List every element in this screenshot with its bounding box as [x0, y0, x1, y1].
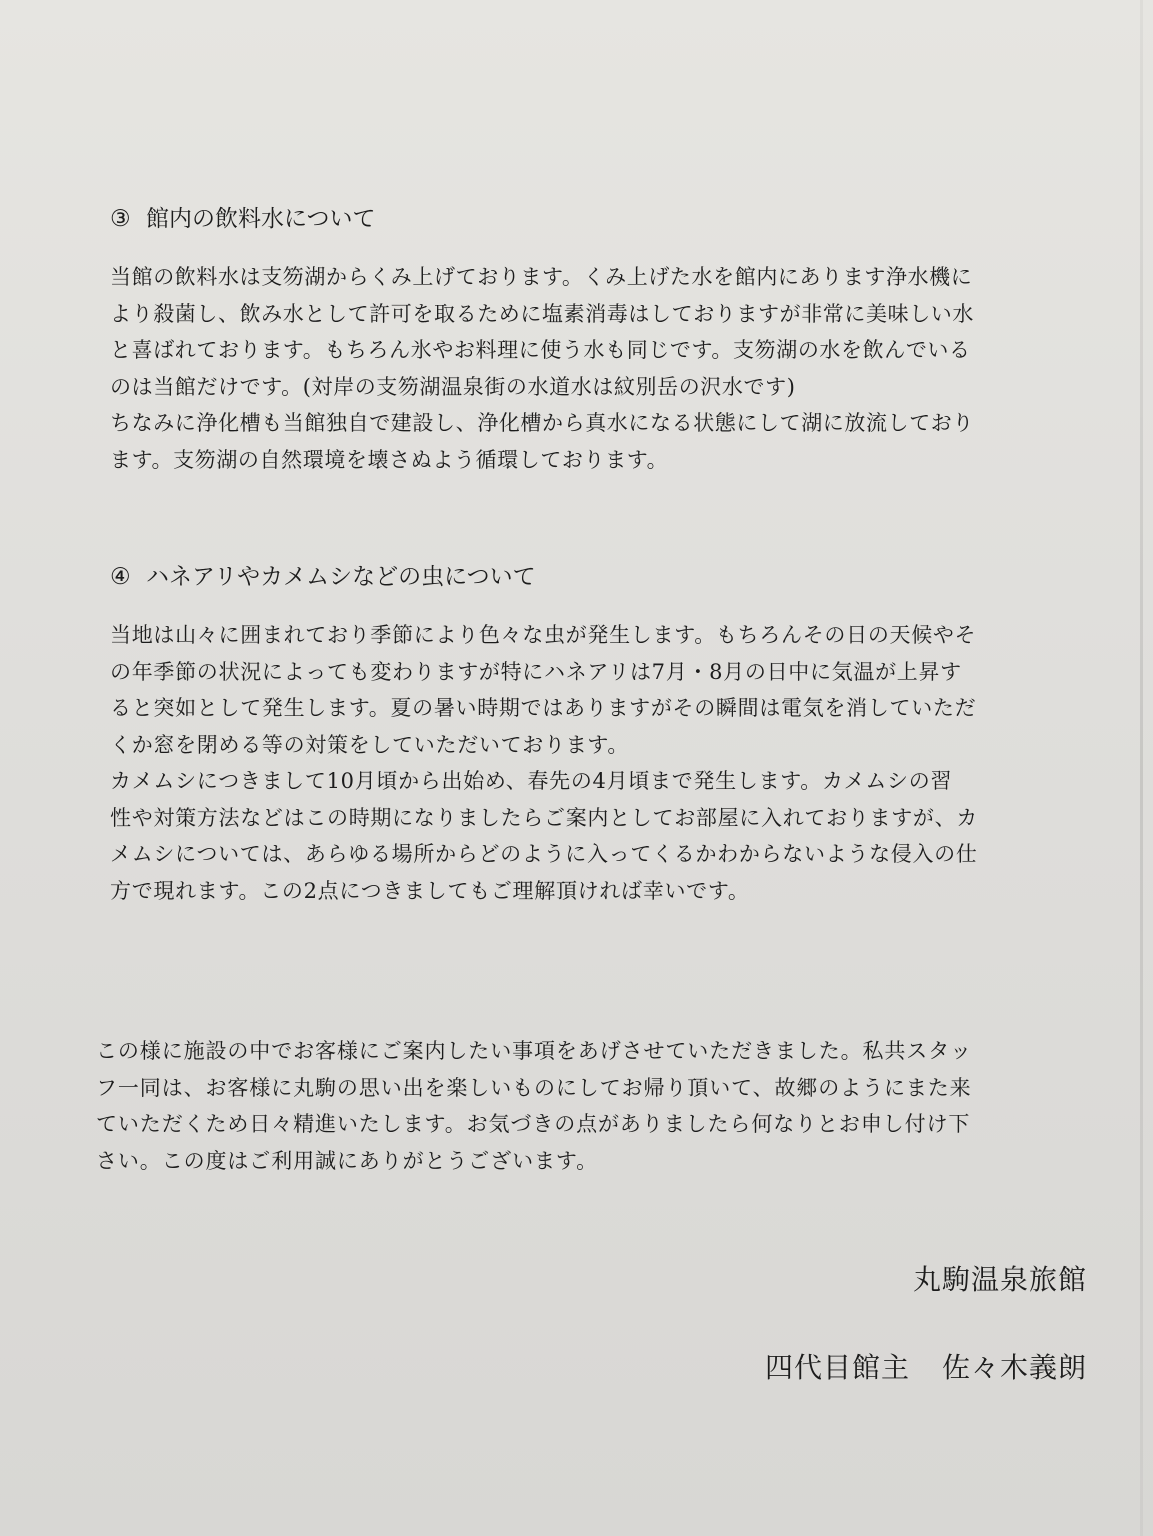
section-body	[110, 259, 1110, 478]
section-insects	[110, 561, 1110, 909]
section-number: ③	[110, 206, 131, 232]
text-line: ると突如として発生します。夏の暑い時期ではありますがその瞬間は電気を消していただ	[110, 696, 977, 720]
section-title: 館内の飲料水について	[146, 206, 376, 232]
section-number: ④	[110, 564, 131, 590]
signature-owner	[765, 1350, 1087, 1386]
text-line: カメムシにつきまして10月頃から出始め、春先の4月頃まで発生します。カメムシの習	[110, 769, 953, 793]
section-drinking-water	[110, 203, 1110, 478]
text-line: ていただくため日々精進いたします。お気づきの点がありましたら何なりとお申し付け下	[96, 1112, 971, 1136]
closing-paragraph	[96, 1033, 1096, 1179]
text-line: この様に施設の中でお客様にご案内したい事項をあげさせていただきました。私共スタッ	[96, 1039, 972, 1063]
section-title: ハネアリやカメムシなどの虫について	[146, 564, 536, 590]
section-heading	[110, 203, 1110, 235]
text-line: メムシについては、あらゆる場所からどのように入ってくるかわからないような侵入の仕	[110, 842, 978, 866]
text-line: ます。支笏湖の自然環境を壊さぬよう循環しております。	[110, 447, 669, 472]
signature-name: 佐々木義朗	[941, 1351, 1087, 1384]
text-line: ちなみに浄化槽も当館独自で建設し、浄化槽から真水になる状態にして湖に放流しており	[110, 411, 974, 435]
text-line: くか窓を閉める等の対策をしていただいております。	[110, 732, 630, 757]
signature-organization: 丸駒温泉旅館	[912, 1263, 1087, 1296]
text-line: の年季節の状況によっても変わりますが特にハネアリは7月・8月の日中に気温が上昇す	[110, 659, 962, 684]
text-line: より殺菌し、飲み水として許可を取るために塩素消毒はしておりますが非常に美味しい水	[110, 301, 974, 326]
text-line: さい。この度はご利用誠にありがとうございます。	[96, 1148, 599, 1173]
text-line: のは当館だけです。(対岸の支笏湖温泉街の水道水は紋別岳の沢水です)	[110, 374, 796, 399]
text-line: 性や対策方法などはこの時期になりましたらご案内としてお部屋に入れておりますが、カ	[110, 805, 978, 830]
text-line: 当地は山々に囲まれており季節により色々な虫が発生します。もちろんその日の天候やそ	[110, 623, 977, 647]
text-line: 方で現れます。この2点につきましてもご理解頂ければ幸いです。	[110, 878, 750, 903]
text-line: と喜ばれております。もちろん氷やお料理に使う水も同じです。支笏湖の水を飲んでいる	[110, 338, 971, 362]
section-body	[110, 617, 1110, 909]
section-heading	[110, 561, 1110, 593]
paper-crease	[1140, 0, 1143, 1536]
text-line: フ一同は、お客様に丸駒の思い出を楽しいものにしてお帰り頂いて、故郷のようにまた来	[96, 1075, 972, 1100]
text-line: 当館の飲料水は支笏湖からくみ上げております。くみ上げた水を館内にあります浄水機に	[110, 265, 973, 289]
signature-role: 四代目館主	[764, 1351, 910, 1384]
